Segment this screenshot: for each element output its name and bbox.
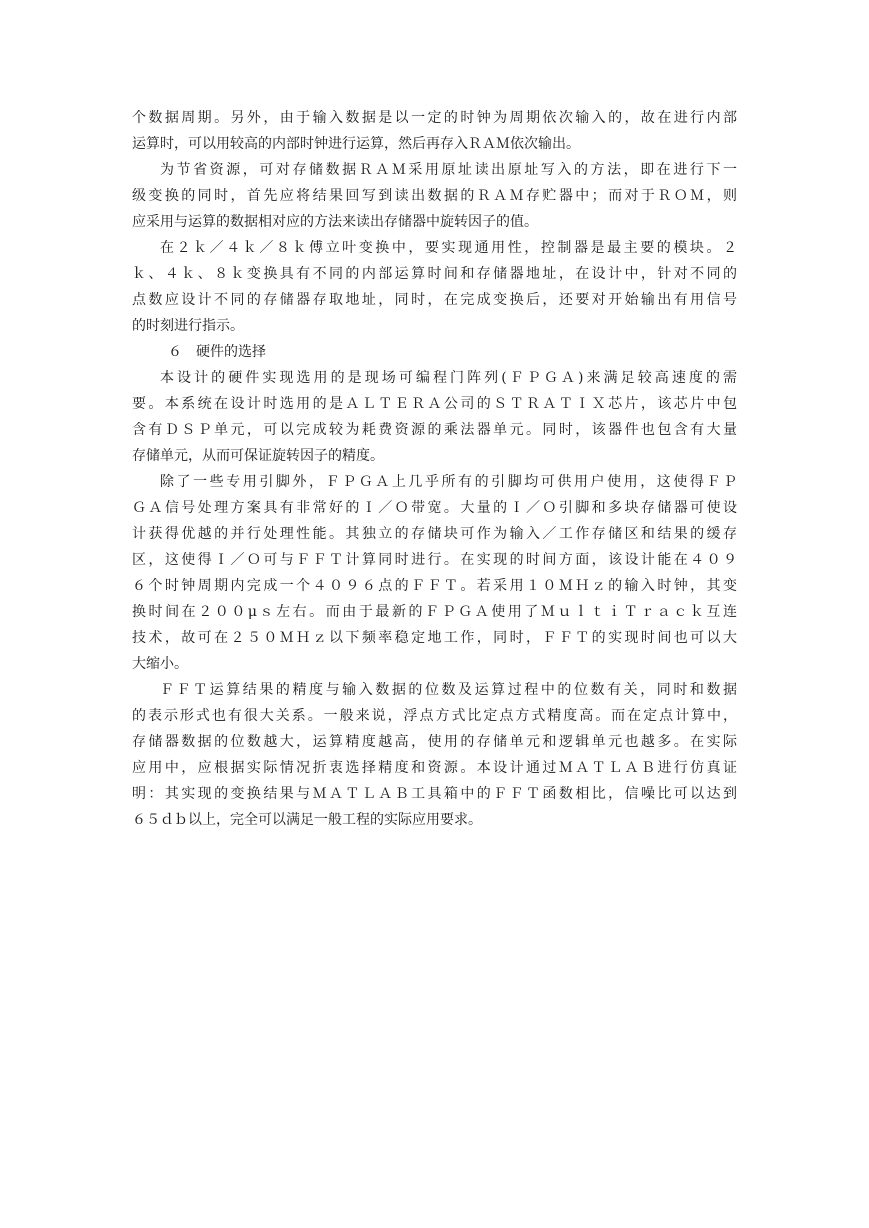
body-text	[132, 105, 737, 833]
text-line: 的表示形式也有很大关系。一般来说，浮点方式比定点方式精度高。而在定点计算中，	[132, 708, 737, 724]
text-line: 除了一些专用引脚外，ＦＰＧＡ上几乎所有的引脚均可供用户使用，这使得ＦＰ	[160, 474, 737, 490]
text-line: 存储器数据的位数越大，运算精度越高，使用的存储单元和逻辑单元也越多。在实际	[132, 734, 737, 750]
text-line: 换时间在２００μｓ左右。而由于最新的ＦＰＧＡ使用了ＭｕｌｔｉＴｒａｃｋ互连	[132, 604, 737, 620]
text-line: 点数应设计不同的存储器存取地址，同时，在完成变换后，还要对开始输出有用信号	[132, 292, 737, 308]
text-line: ＧＡ信号处理方案具有非常好的Ｉ／Ｏ带宽。大量的Ｉ／Ｏ引脚和多块存储器可使设	[132, 500, 737, 516]
section-heading: ６ 硬件的选择	[168, 344, 266, 360]
text-line: 的时刻进行指示。	[132, 318, 244, 334]
text-line: ｋ、４ｋ、８ｋ变换具有不同的内部运算时间和存储器地址，在设计中，针对不同的	[132, 266, 737, 282]
text-line: 技术，故可在２５０ＭＨｚ以下频率稳定地工作，同时，ＦＦＴ的实现时间也可以大	[132, 630, 737, 646]
text-line: 应用中，应根据实际情况折衷选择精度和资源。本设计通过ＭＡＴＬＡＢ进行仿真证	[132, 760, 737, 776]
text-line: ６５ｄｂ以上，完全可以满足一般工程的实际应用要求。	[132, 812, 482, 828]
text-line: 明：其实现的变换结果与ＭＡＴＬＡＢ工具箱中的ＦＦＴ函数相比，信噪比可以达到	[132, 786, 737, 802]
text-line: 运算时，可以用较高的内部时钟进行运算，然后再存入ＲＡＭ依次输出。	[132, 136, 580, 152]
text-line: 计获得优越的并行处理性能。其独立的存储块可作为输入／工作存储区和结果的缓存	[132, 526, 737, 542]
text-line: 存储单元，从而可保证旋转因子的精度。	[132, 448, 384, 464]
text-line: 为节省资源，可对存储数据ＲＡＭ采用原址读出原址写入的方法，即在进行下一	[160, 162, 737, 178]
text-line: 区，这使得Ｉ／Ｏ可与ＦＦＴ计算同时进行。在实现的时间方面，该设计能在４０９	[132, 552, 737, 568]
text-line: ＦＦＴ运算结果的精度与输入数据的位数及运算过程中的位数有关，同时和数据	[160, 682, 737, 698]
text-line: 个数据周期。另外，由于输入数据是以一定的时钟为周期依次输入的，故在进行内部	[132, 110, 737, 126]
text-line: 要。本系统在设计时选用的是ＡＬＴＥＲＡ公司的ＳＴＲＡＴＩＸ芯片，该芯片中包	[132, 396, 737, 412]
text-line: 应采用与运算的数据相对应的方法来读出存储器中旋转因子的值。	[132, 214, 538, 230]
text-line: 级变换的同时，首先应将结果回写到读出数据的ＲＡＭ存贮器中；而对于ＲＯＭ，则	[132, 188, 737, 204]
text-line: 在２ｋ／４ｋ／８ｋ傅立叶变换中，要实现通用性，控制器是最主要的模块。２	[160, 240, 737, 256]
text-line: ６个时钟周期内完成一个４０９６点的ＦＦＴ。若采用１０ＭＨｚ的输入时钟，其变	[132, 578, 737, 594]
text-line: 含有ＤＳＰ单元，可以完成较为耗费资源的乘法器单元。同时，该器件也包含有大量	[132, 422, 737, 438]
text-line: 大缩小。	[132, 656, 188, 672]
text-line: 本设计的硬件实现选用的是现场可编程门阵列(ＦＰＧＡ)来满足较高速度的需	[160, 370, 737, 386]
